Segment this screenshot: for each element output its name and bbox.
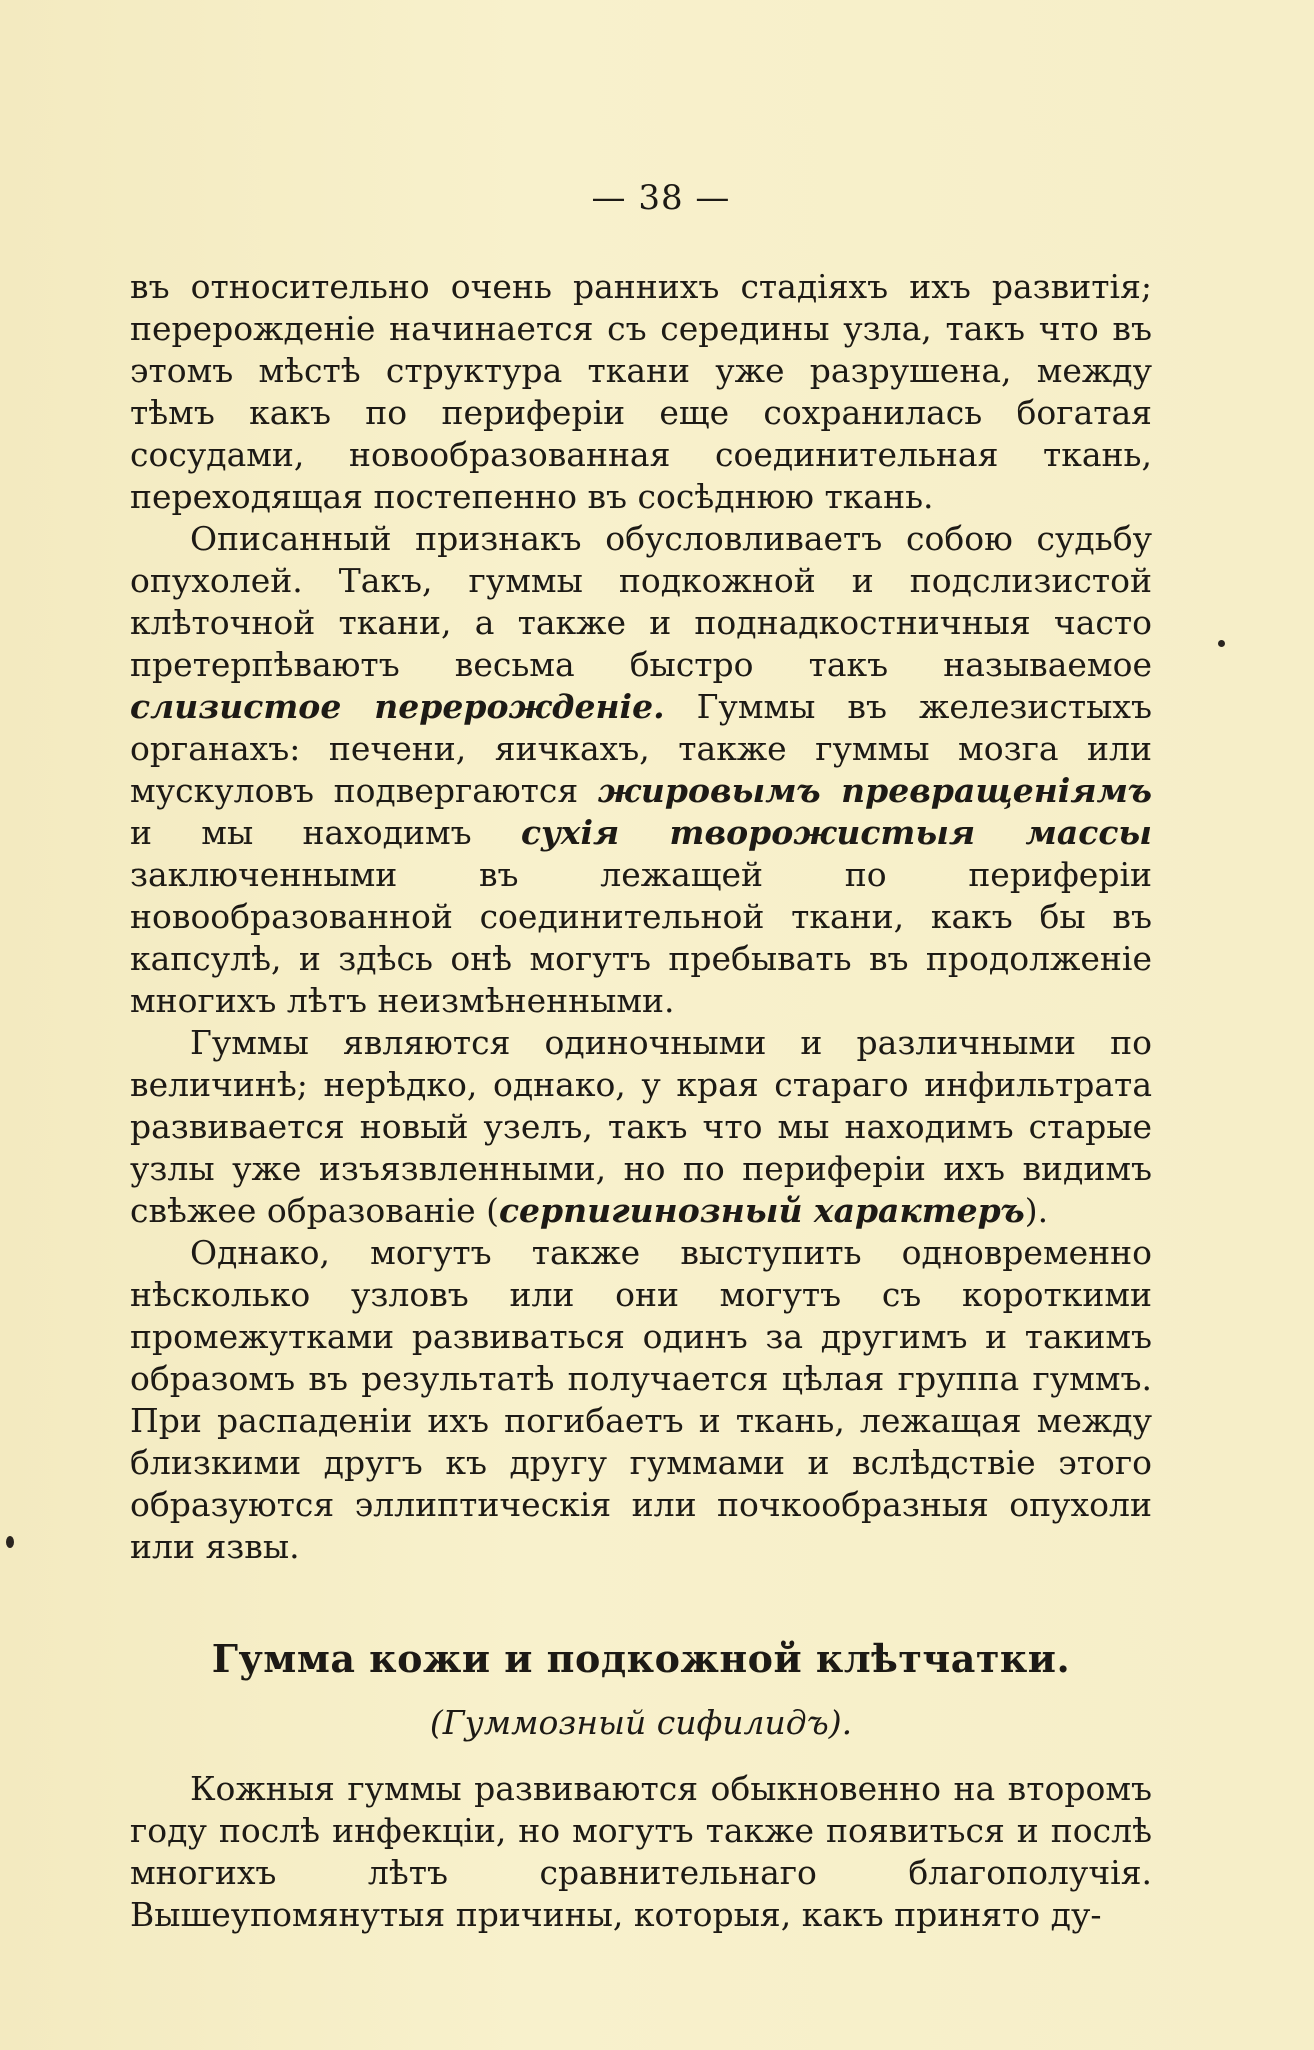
body-text xyxy=(130,266,1152,1936)
page-number: — 38 — xyxy=(591,178,731,218)
section-subheading xyxy=(130,1702,1152,1744)
emphasis-mucous-degeneration: слизистое перерожденіе. xyxy=(130,687,665,726)
paragraph-2-text-3: и мы находимъ xyxy=(130,813,521,852)
subheading-title: Гуммозный сифилидъ xyxy=(442,1703,829,1742)
emphasis-serpiginous-character: серпигинозный характеръ xyxy=(498,1191,1025,1230)
paragraph-3-text-1: Гуммы являются одиночными и различными по величинѣ; нерѣдко, однако, у края стараго инфильтрата развивается новый узелъ, такъ что мы находимъ старые узлы уже изъязвленными, но по периферіи ихъ видимъ свѣжее образованіе ( xyxy=(130,1023,1152,1230)
section-heading: Гумма кожи и подкожной клѣтчатки. xyxy=(211,1636,1071,1681)
paragraph-5: Кожныя гуммы развиваются обыкновенно на второмъ году послѣ инфекціи, но могутъ также появиться и послѣ многихъ лѣтъ сравнительнаго благополучія. Вышеупомянутыя причины, которыя, какъ принято ду- xyxy=(130,1769,1152,1934)
paragraph-2 xyxy=(130,518,1152,1022)
paragraph-3 xyxy=(130,1022,1152,1232)
paragraph-3-text-2: ). xyxy=(1024,1191,1049,1230)
paragraph-1: въ относительно очень раннихъ стадіяхъ ихъ развитія; перерожденіе начинается съ середины узла, такъ что въ этомъ мѣстѣ структура ткани уже разрушена, между тѣмъ какъ по периферіи еще сохранилась богатая сосудами, новообразованная соединительная ткань, переходящая постепенно въ сосѣднюю ткань. xyxy=(130,267,1152,516)
ink-speck xyxy=(6,1536,14,1548)
ink-speck xyxy=(1218,640,1225,647)
paragraph-2-text-2: Гуммы въ железистыхъ органахъ: печени, яичкахъ, также гуммы мозга или мускуловъ подвергаются xyxy=(130,687,1152,810)
subheading-open-paren: ( xyxy=(429,1703,443,1742)
subheading-close-paren: ). xyxy=(828,1703,853,1742)
paragraph-2-text-1: Описанный признакъ обусловливаетъ собою судьбу опухолей. Такъ, гуммы подкожной и подслизистой клѣточной ткани, а также и поднадкостничныя часто претерпѣваютъ весьма быстро такъ называемое xyxy=(130,519,1152,684)
paragraph-4: Однако, могутъ также выступить одновременно нѣсколько узловъ или они могутъ съ короткими промежутками развиваться одинъ за другимъ и такимъ образомъ въ результатѣ получается цѣлая группа гуммъ. При распаденіи ихъ погибаетъ и ткань, лежащая между близкими другъ къ другу гуммами и вслѣдствіе этого образуются эллиптическія или почкообразныя опухоли или язвы. xyxy=(130,1233,1152,1566)
paragraph-2-text-4: заключенными въ лежащей по периферіи новообразованной соединительной ткани, какъ бы въ капсулѣ, и здѣсь онѣ могутъ пребывать въ продолженіе многихъ лѣтъ неизмѣненными. xyxy=(130,855,1152,1020)
emphasis-fatty-transformations: жировымъ превращеніямъ xyxy=(597,771,1152,810)
emphasis-dry-caseous-masses: сухія творожистыя массы xyxy=(520,813,1152,852)
